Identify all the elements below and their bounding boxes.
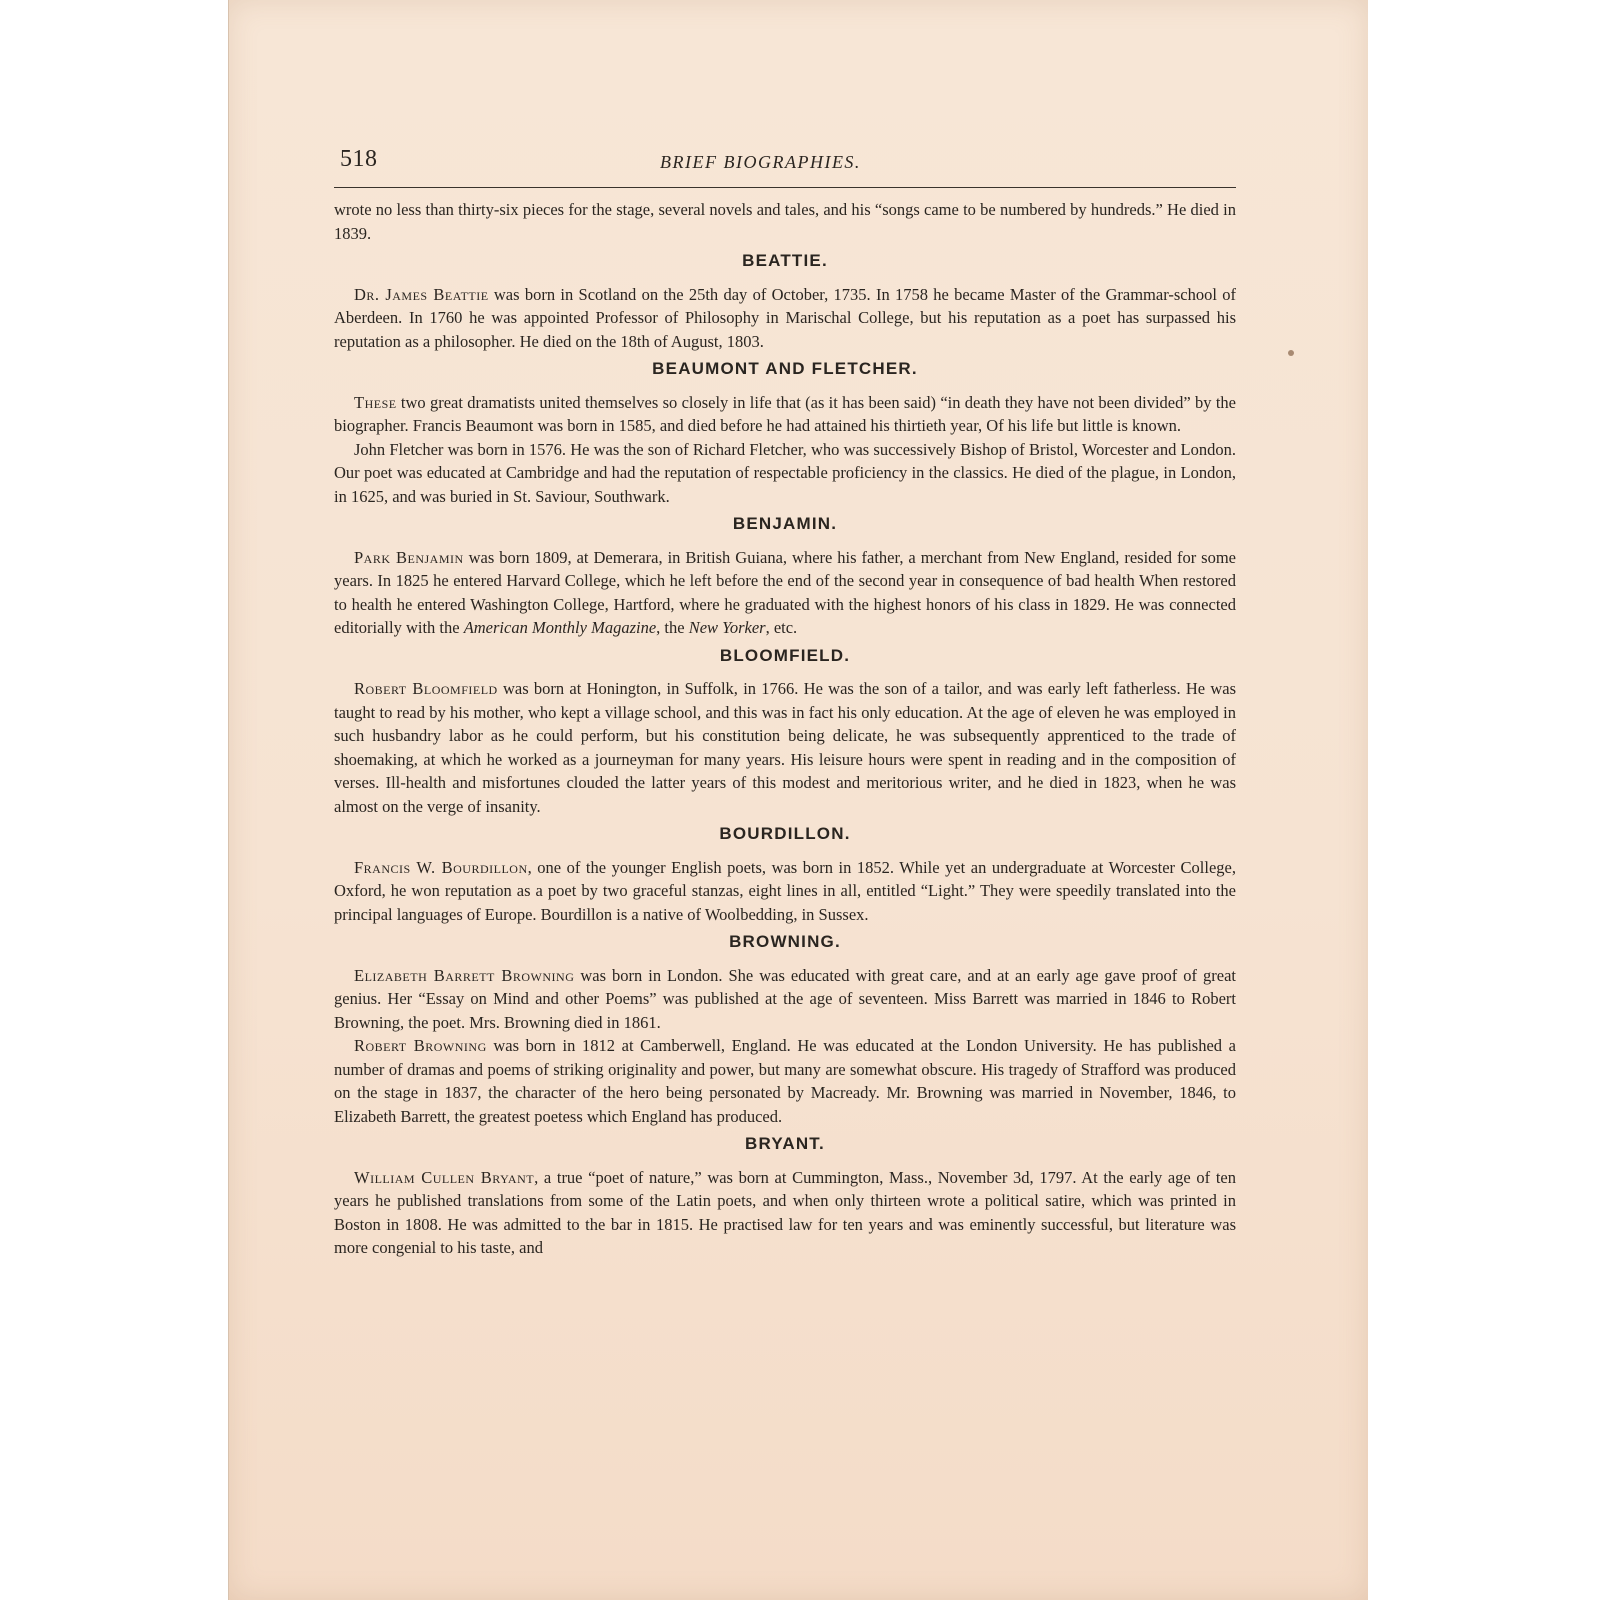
paragraph-beaumont xyxy=(334,391,1236,438)
paragraph-text: was born in Scotland on the 25th day of October, 1735. In 1758 he became Master of the Grammar-school of Aberdeen. In 1760 he was appointed Professor of Philosophy in Marischal College, but his reputation as a poet has surpassed his reputation as a philosopher. He died on the 18th of August, 1803. xyxy=(334,284,1236,351)
paragraph-benjamin xyxy=(334,546,1236,640)
section-heading-beattie: BEATTIE. xyxy=(742,251,828,270)
section-heading-browning: BROWNING. xyxy=(729,932,841,951)
paragraph-fletcher: John Fletcher was born in 1576. He was the son of Richard Fletcher, who was successively Bishop of Bristol, Worcester and London. Our poet was educated at Cambridge and had the reputation of respectable proficiency in the classics. He died of the plague, in London, in 1625, and was buried in St. Saviour, Southwark. xyxy=(334,439,1236,506)
paragraph-bourdillon xyxy=(334,856,1236,927)
magazine-title: New Yorker xyxy=(688,618,766,637)
page-number: 518 xyxy=(340,146,378,172)
paragraph-robert-browning xyxy=(334,1034,1236,1128)
paragraph-text: , etc. xyxy=(765,618,798,637)
subject-name: Francis W. Bourdillon xyxy=(354,857,528,877)
section-heading-bryant: BRYANT. xyxy=(745,1134,825,1153)
page-edge xyxy=(228,0,229,1600)
paragraph-text: was born in 1812 at Camberwell, England. He was educated at the London University. He has published a number of dramas and poems of striking originality and power, but many are somewhat obscure. His tragedy of Strafford was produced on the stage in 1837, the character of the hero being personated by Macready. Mr. Browning was married in November, 1846, to Elizabeth Barrett, the greatest poetess which England has produced. xyxy=(334,1036,1236,1126)
paragraph-beattie xyxy=(334,283,1236,354)
subject-name: Park Benjamin xyxy=(354,547,464,567)
magazine-title: American Monthly Magazine xyxy=(463,618,657,637)
paragraph-elizabeth-browning xyxy=(334,964,1236,1035)
page-body xyxy=(334,198,1236,1260)
header-rule xyxy=(334,187,1236,188)
running-head: BRIEF BIOGRAPHIES. xyxy=(660,152,861,172)
paragraph-bloomfield xyxy=(334,677,1236,818)
paragraph-text: , one of the younger English poets, was born in 1852. While yet an undergraduate at Worcester College, Oxford, he won reputation as a poet by two graceful stanzas, eight lines in all, entitled “Light.” They were speedily translated into the principal languages of Europe. Bourdillon is a native of Woolbedding, in Sussex. xyxy=(334,857,1236,924)
paragraph-text: was born in London. She was educated with great care, and at an early age gave proof of great genius. Her “Essay on Mind and other Poems” was published at the age of seventeen. Miss Barrett was married in 1846 to Robert Browning, the poet. Mrs. Browning died in 1861. xyxy=(334,965,1236,1032)
subject-name: Robert Browning xyxy=(354,1036,487,1055)
paragraph-text: was born 1809, at Demerara, in British Guiana, where his father, a merchant from New England, resided for some years. In 1825 he entered Harvard College, which he left before the end of the second year in consequence of bad health When restored to health he entered Washington College, Hartford, where he graduated with the highest honors of his class in 1829. He was connected editorially with the xyxy=(334,547,1236,637)
subject-name: William Cullen Bryant xyxy=(354,1167,535,1187)
subject-name: Dr. James Beattie xyxy=(354,284,489,304)
paper-speck xyxy=(1288,350,1294,356)
section-heading-benjamin: BENJAMIN. xyxy=(732,514,838,533)
section-heading-bloomfield: BLOOMFIELD. xyxy=(719,645,851,665)
subject-name: Elizabeth Barrett Browning xyxy=(354,965,575,985)
paragraph-bryant xyxy=(334,1166,1236,1260)
paragraph-text: was born at Honington, in Suffolk, in 1766. He was the son of a tailor, and was early left fatherless. He was taught to read by his mother, who kept a village school, and this was in fact his only education. At the age of eleven he was employed in such husbandry labor as he could perform, but his constitution being delicate, he was subsequently apprenticed to the trade of shoemaking, at which he worked as a journeyman for many years. His leisure hours were spent in reading and in the composition of verses. Ill-health and misfortunes clouded the latter years of this modest and meritorious writer, and he died in 1823, when he was almost on the verge of insanity. xyxy=(334,679,1237,816)
section-heading-bourdillon: BOURDILLON. xyxy=(719,824,851,843)
paragraph-text: , the xyxy=(656,618,689,637)
paragraph-text: two great dramatists united themselves so closely in life that (as it has been said) “in death they have not been divided” by the biographer. Francis Beaumont was born in 1585, and died before he had attained his thirtieth year, Of his life but little is known. xyxy=(334,392,1236,435)
continued-paragraph: wrote no less than thirty-six pieces for the stage, several novels and tales, and his “songs came to be numbered by hundreds.” He died in 1839. xyxy=(334,200,1236,243)
paragraph-text: , a true “poet of nature,” was born at Cummington, Mass., November 3d, 1797. At the early age of ten years he published translations from some of the Latin poets, and when only thirteen wrote a political satire, which was printed in Boston in 1808. He was admitted to the bar in 1815. He practised law for ten years and was eminently successful, but literature was more congenial to his taste, and xyxy=(334,1167,1236,1257)
section-heading-beaumont-fletcher: BEAUMONT AND FLETCHER. xyxy=(652,359,918,378)
subject-name: Robert Bloomfield xyxy=(354,679,498,698)
subject-name: These xyxy=(354,392,397,412)
